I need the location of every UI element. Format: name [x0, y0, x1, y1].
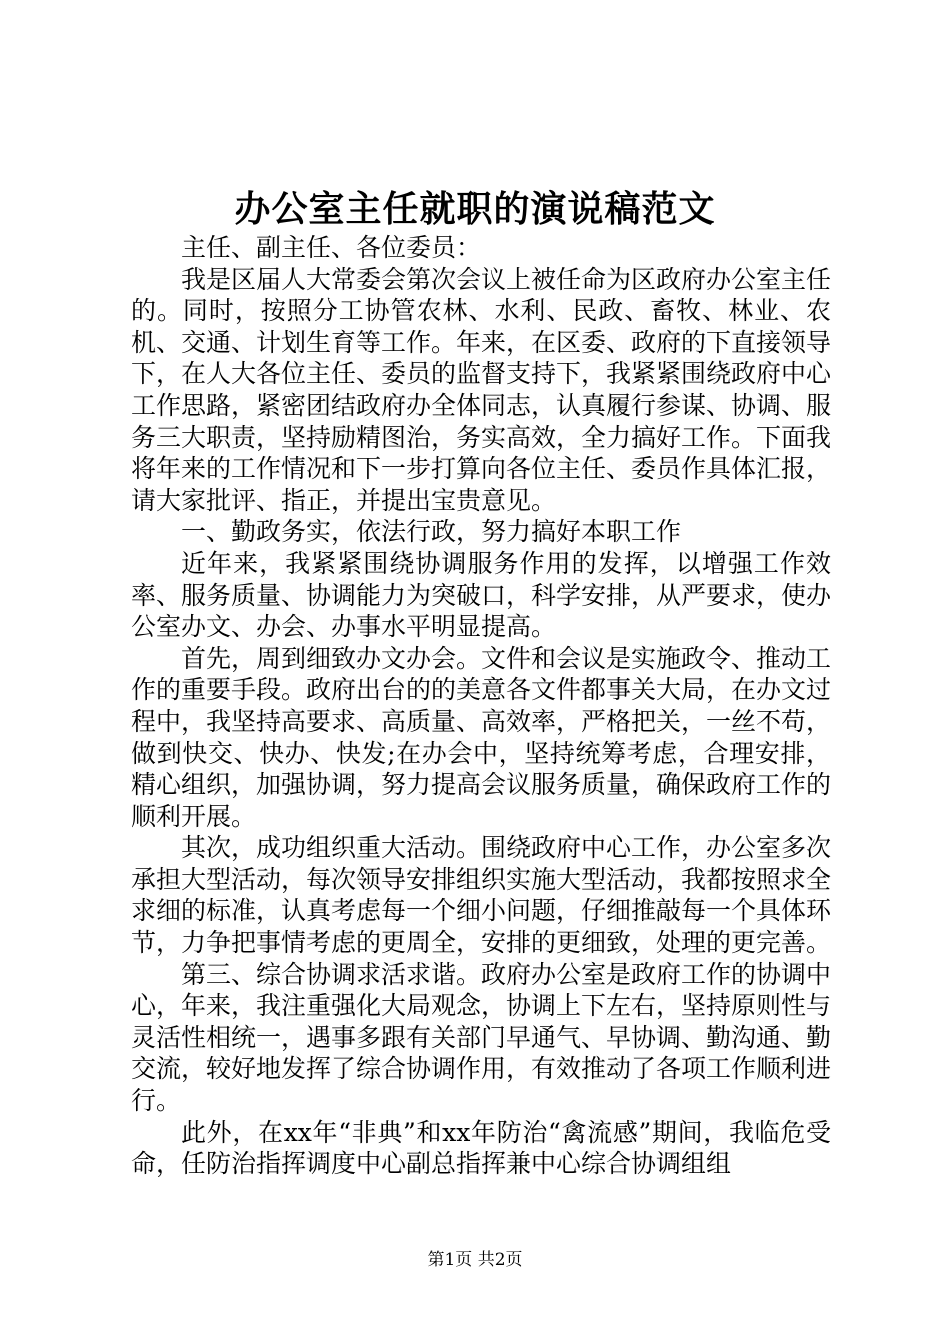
salutation-paragraph: 主任、副主任、各位委员：: [181, 233, 482, 262]
body-paragraph: 近年来，我紧紧围绕协调服务作用的发挥，以增强工作效率、服务质量、协调能力为突破口，科学安排，从严要求，使办公室办文、办会、办事水平明显提高。: [131, 548, 832, 642]
body-paragraph: 此外，在xx年“非典”和xx年防治“禽流感”期间，我临危受命，任防治指挥调度中心副总指挥兼中心综合协调组组: [131, 1117, 831, 1179]
document-body: [131, 232, 831, 1180]
body-paragraph: 首先，周到细致办文办会。文件和会议是实施政令、推动工作的重要手段。政府出台的的美意各文件都事关大局，在办文过程中，我坚持高要求、高质量、高效率，严格把关，一丝不苟，做到快交、快办、快发;在办会中，坚持统筹考虑，合理安排，精心组织，加强协调，努力提高会议服务质量，确保政府工作的顺利开展。: [131, 643, 832, 831]
body-paragraph: 第三、综合协调求活求谐。政府办公室是政府工作的协调中心，年来，我注重强化大局观念，协调上下左右，坚持原则性与灵活性相统一，遇事多跟有关部门早通气、早协调、勤沟通、勤交流，较好地发挥了综合协调作用，有效推动了各项工作顺利进行。: [131, 959, 832, 1116]
section-heading: 一、勤政务实，依法行政，努力搞好本职工作: [181, 517, 682, 547]
body-paragraph: 我是区届人大常委会第次会议上被任命为区政府办公室主任的。同时，按照分工协管农林、水利、民政、畜牧、林业、农机、交通、计划生育等工作。年来，在区委、政府的下直接领导下，在人大各位主任、委员的监督支持下，我紧紧围绕政府中心工作思路，紧密团结政府办全体同志，认真履行参谋、协调、服务三大职责，坚持励精图治，务实高效，全力搞好工作。下面我将年来的工作情况和下一步打算向各位主任、委员作具体汇报，请大家批评、指正，并提出宝贵意见。: [131, 264, 832, 515]
body-paragraph: 其次，成功组织重大活动。围绕政府中心工作，办公室多次承担大型活动，每次领导安排组织实施大型活动，我都按照求全求细的标准，认真考虑每一个细小问题，仔细推敲每一个具体环节，力争把事情考虑的更周全，安排的更细致，处理的更完善。: [131, 833, 832, 958]
document-title: 办公室主任就职的演说稿范文: [234, 188, 716, 230]
page-footer: 第1页 共2页: [427, 1250, 523, 1270]
